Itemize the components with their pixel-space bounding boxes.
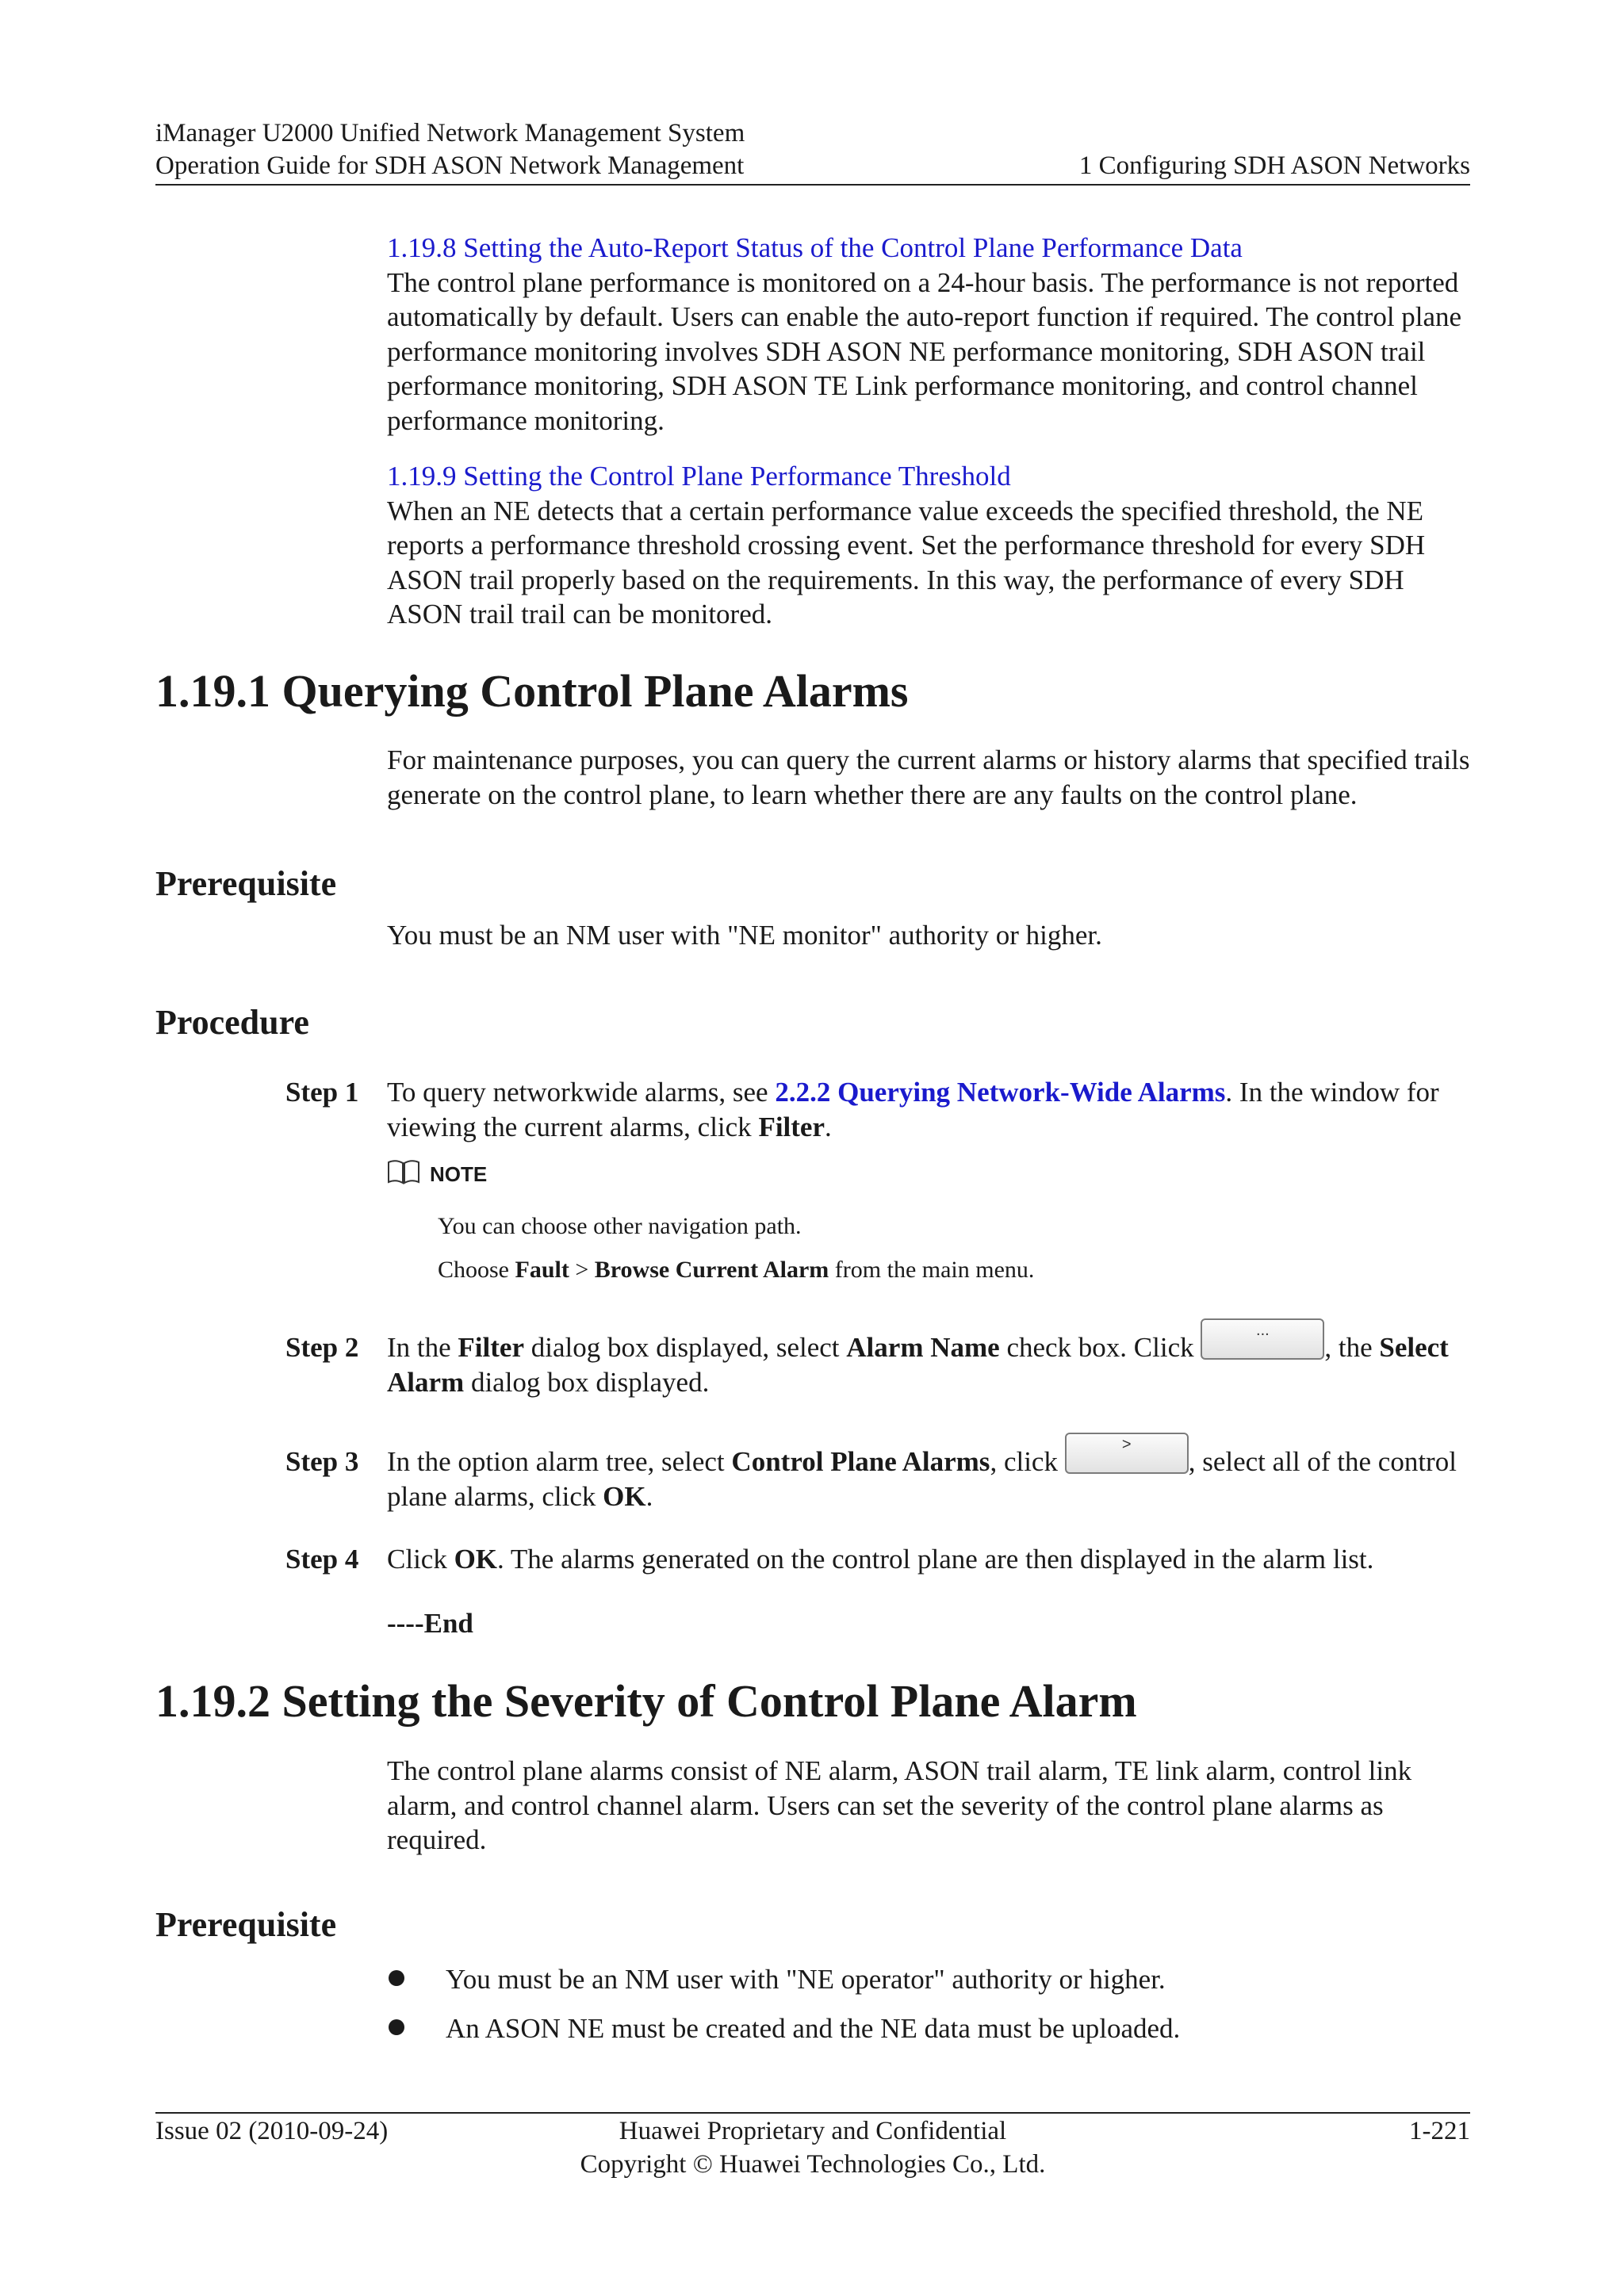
step-text: In the option alarm tree, select Control Plane Alarms, click >, select all of the control plane alarms, click OK.: [387, 1445, 1470, 1513]
note-header: [387, 1159, 487, 1190]
section-intro: For maintenance purposes, you can query the current alarms or history alarms that specified trails generate on the control plane, to learn whether there are any faults on the control plane.: [387, 744, 1470, 810]
step-text: Click OK. The alarms generated on the control plane are then displayed in the alarm list.: [387, 1544, 1374, 1575]
book-icon: [387, 1159, 420, 1190]
step-text: To query networkwide alarms, see 2.2.2 Querying Network-Wide Alarms. In the window for viewing the current alarms, click Filter.: [387, 1077, 1439, 1142]
footer-page-number: 1-221: [1409, 2117, 1470, 2145]
step-label: Step 2: [285, 1332, 359, 1363]
procedure-step-1: [155, 1075, 1470, 1144]
link-performance-threshold[interactable]: 1.19.9 Setting the Control Plane Performance Threshold: [387, 461, 1011, 492]
prerequisite-bullet: You must be an NM user with "NE operator" authority or higher.: [387, 1962, 1470, 1997]
header-product-title: iManager U2000 Unified Network Management System: [155, 119, 745, 147]
note-line-2: Choose Fault > Browse Current Alarm from the main menu.: [438, 1257, 1035, 1283]
section-heading: 1.19.1 Querying Control Plane Alarms: [155, 665, 909, 717]
step-label: Step 1: [285, 1077, 359, 1108]
header-guide-title: Operation Guide for SDH ASON Network Management: [155, 151, 745, 180]
header-chapter-title: 1 Configuring SDH ASON Networks: [1078, 151, 1470, 180]
procedure-step-2: [155, 1321, 1470, 1399]
procedure-end-marker: ----End: [387, 1608, 473, 1639]
footer-copyright: Copyright © Huawei Technologies Co., Ltd.: [580, 2150, 1046, 2179]
header-divider: [155, 184, 1470, 186]
note-line-1: You can choose other navigation path.: [438, 1213, 802, 1239]
section-intro: The control plane alarms consist of NE alarm, ASON trail alarm, TE link alarm, control link alarm, and control channel alarm. Users can set the severity of the control plane alarms as required.: [387, 1755, 1412, 1855]
bullet-icon: [389, 2019, 404, 2035]
footer-divider: [155, 2112, 1470, 2114]
intro-block-2: [387, 459, 1470, 632]
intro-paragraph: The control plane performance is monitored on a 24-hour basis. The performance is not reported automatically by default. Users can enable the auto-report function if required. The control plane performance monitoring involves SDH ASON NE performance monitoring, SDH ASON trail performance monitoring, SDH ASON TE Link performance monitoring, and control channel performance monitoring.: [387, 266, 1462, 436]
prerequisite-bullet: An ASON NE must be created and the NE data must be uploaded.: [387, 2011, 1470, 2046]
procedure-step-4: [155, 1542, 1470, 1577]
page-footer: [155, 2114, 1470, 2181]
procedure-heading: Procedure: [155, 1003, 309, 1042]
browse-ellipsis-button[interactable]: ...: [1201, 1318, 1324, 1360]
prerequisite-heading: Prerequisite: [155, 864, 337, 903]
page-header: [155, 117, 1470, 182]
procedure-step-3: [155, 1435, 1470, 1513]
step-label: Step 4: [285, 1544, 359, 1575]
note-label: NOTE: [430, 1162, 488, 1186]
bullet-icon: [389, 1970, 404, 1986]
prerequisite-text: You must be an NM user with "NE monitor" authority or higher.: [387, 920, 1102, 951]
section-heading: 1.19.2 Setting the Severity of Control Plane Alarm: [155, 1675, 1137, 1727]
footer-confidential: Huawei Proprietary and Confidential: [619, 2117, 1007, 2145]
link-querying-network-wide-alarms[interactable]: 2.2.2 Querying Network-Wide Alarms: [775, 1077, 1226, 1108]
prerequisite-heading: Prerequisite: [155, 1905, 337, 1944]
intro-block-1: [387, 231, 1470, 438]
step-label: Step 3: [285, 1446, 359, 1477]
link-auto-report-status[interactable]: 1.19.8 Setting the Auto-Report Status of the Control Plane Performance Data: [387, 232, 1243, 263]
step-text: In the Filter dialog box displayed, select Alarm Name check box. Click ..., the Select Alarm dialog box displayed.: [387, 1330, 1470, 1399]
footer-issue: Issue 02 (2010-09-24): [155, 2117, 389, 2145]
add-selected-button[interactable]: >: [1065, 1433, 1189, 1474]
intro-paragraph: When an NE detects that a certain performance value exceeds the specified threshold, the NE reports a performance threshold crossing event. Set the performance threshold for every SDH ASON trail properly based on the requirements. In this way, the performance of every SDH ASON trail trail can be monitored.: [387, 495, 1426, 629]
